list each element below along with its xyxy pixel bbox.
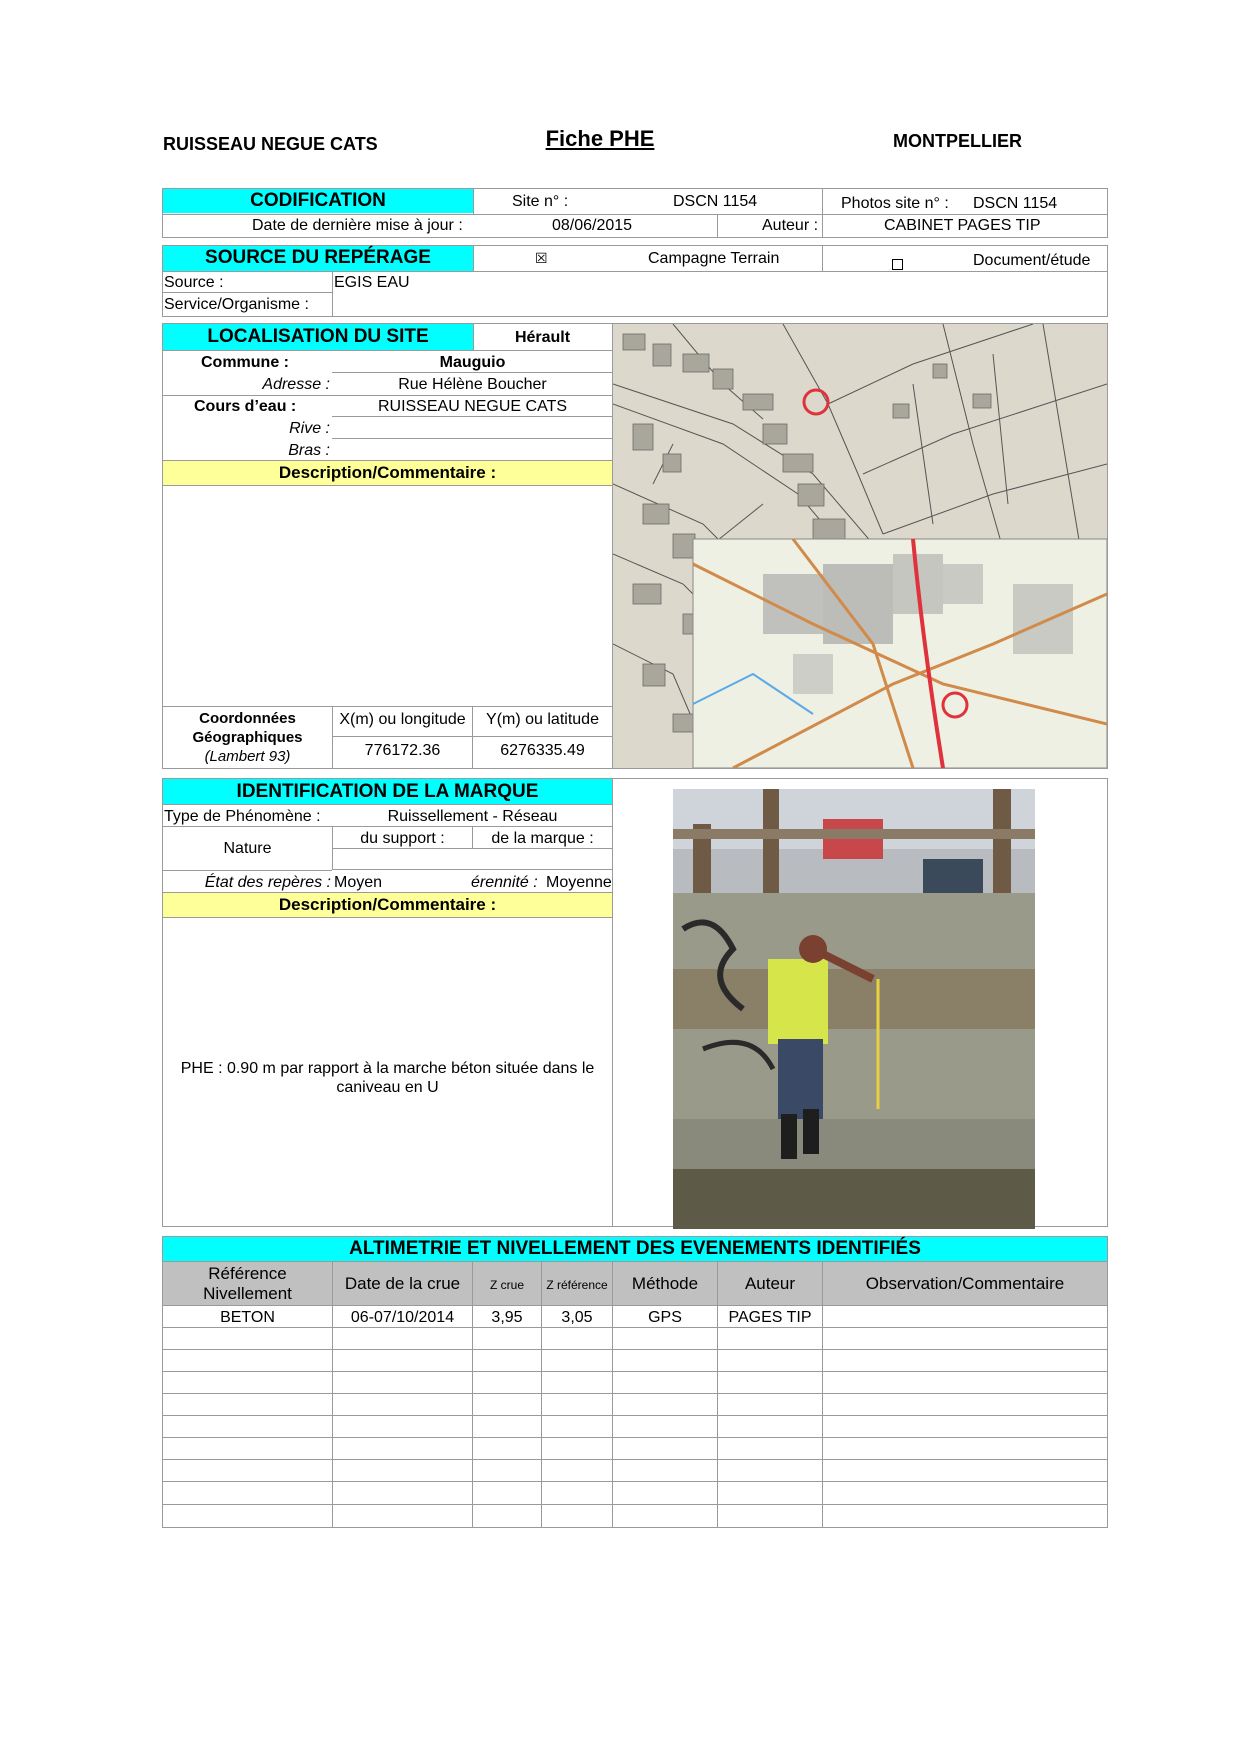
site-label: Site n° : (512, 193, 569, 210)
cours-eau-label: Cours d’eau : (194, 398, 297, 415)
source-value: EGIS EAU (334, 274, 410, 291)
y-coord-label: Y(m) ou latitude (486, 711, 599, 728)
type-phenomene-value: Ruissellement - Réseau (387, 808, 558, 825)
location-map-image (613, 324, 1107, 768)
support-label: du support : (360, 830, 445, 847)
etat-value: Moyen (334, 874, 383, 891)
perennite-value: Moyenne (546, 874, 612, 891)
description-line-1: PHE : 0.90 m par rapport à la marche béton située dans le (180, 1060, 595, 1077)
auteur-label: Auteur : (762, 217, 819, 234)
cell-ref: BETON (220, 1309, 275, 1326)
department-value: Hérault (514, 329, 571, 346)
coord-label-2: Géographiques (192, 729, 303, 746)
document-checkbox[interactable] (892, 259, 903, 270)
source-label: Source : (164, 274, 224, 291)
localisation-description-heading: Description/Commentaire : (278, 463, 497, 482)
y-coord-value: 6276335.49 (500, 742, 585, 759)
rive-label: Rive : (289, 420, 330, 437)
auteur-value: CABINET PAGES TIP (884, 217, 1041, 234)
col-date-label: Date de la crue (344, 1274, 461, 1293)
col-methode-label: Méthode (631, 1274, 699, 1293)
adresse-value: Rue Hélène Boucher (398, 376, 547, 393)
source-heading: SOURCE DU REPÉRAGE (205, 247, 431, 268)
campagne-checkbox[interactable]: ☒ (535, 250, 548, 266)
altimetrie-heading: ALTIMETRIE ET NIVELLEMENT DES EVENEMENTS IDENTIFIÉS (349, 1238, 921, 1259)
cell-methode: GPS (648, 1309, 682, 1326)
cell-zref: 3,05 (561, 1309, 593, 1326)
site-value: DSCN 1154 (673, 193, 758, 210)
identification-heading: IDENTIFICATION DE LA MARQUE (236, 781, 539, 802)
commune-value: Mauguio (439, 354, 506, 371)
service-label: Service/Organisme : (164, 296, 309, 313)
localisation-heading: LOCALISATION DU SITE (207, 326, 429, 347)
etat-label: État des repères : (204, 874, 331, 891)
coord-label-1: Coordonnées (199, 710, 296, 727)
cell-date: 06-07/10/2014 (350, 1309, 455, 1326)
col-ref-label-2: Nivellement (203, 1284, 292, 1303)
col-zcrue-label: Z crue (489, 1278, 524, 1292)
cell-auteur: PAGES TIP (728, 1309, 812, 1326)
x-coord-value: 776172.36 (364, 742, 441, 759)
bras-label: Bras : (288, 442, 330, 459)
perennite-label: érennité : (471, 874, 538, 891)
description-line-2: caniveau en U (336, 1079, 439, 1096)
type-phenomene-label: Type de Phénomène : (164, 808, 321, 825)
col-ref-label-1: Référence (208, 1264, 287, 1283)
col-zref-label: Z référence (546, 1278, 608, 1292)
nature-label: Nature (223, 840, 272, 857)
col-auteur-label: Auteur (744, 1274, 796, 1293)
date-label: Date de dernière mise à jour : (252, 217, 463, 234)
date-value: 08/06/2015 (552, 217, 633, 234)
col-obs-label: Observation/Commentaire (865, 1274, 1065, 1293)
codification-heading: CODIFICATION (250, 190, 386, 211)
header-right-title: MONTPELLIER (893, 131, 1022, 151)
cours-eau-value: RUISSEAU NEGUE CATS (377, 398, 568, 415)
commune-label: Commune : (201, 354, 289, 371)
identification-description-heading: Description/Commentaire : (278, 895, 497, 914)
header-left-title: RUISSEAU NEGUE CATS (163, 134, 378, 154)
document-label: Document/étude (973, 252, 1091, 269)
coord-label-3: (Lambert 93) (204, 748, 291, 765)
page-title: Fiche PHE (545, 126, 655, 151)
marque-label: de la marque : (491, 830, 594, 847)
adresse-label: Adresse : (262, 376, 330, 393)
photos-value: DSCN 1154 (973, 195, 1058, 212)
campagne-label: Campagne Terrain (648, 250, 780, 267)
cell-zcrue: 3,95 (491, 1309, 523, 1326)
photos-label: Photos site n° : (841, 195, 949, 212)
site-photo (673, 789, 1035, 1229)
x-coord-label: X(m) ou longitude (339, 711, 466, 728)
